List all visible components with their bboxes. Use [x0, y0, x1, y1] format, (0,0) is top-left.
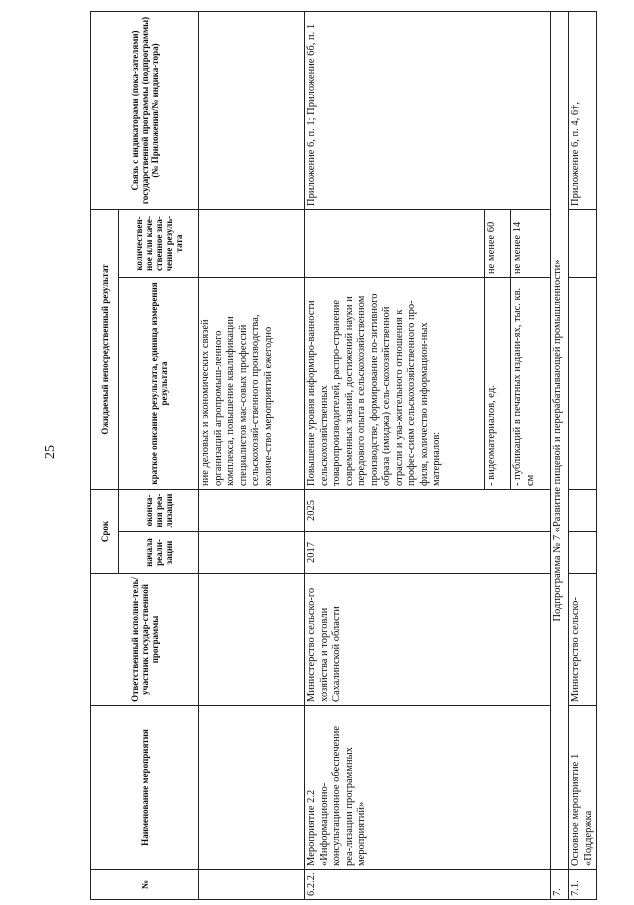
- r622-video-desc: - видеоматериалов, ед.: [485, 277, 511, 489]
- page-number: 25: [43, 445, 58, 459]
- cell-empty: [199, 706, 305, 870]
- measures-table: [90, 11, 597, 900]
- r71-name: Основное мероприятие 1 «Поддержка: [569, 706, 597, 870]
- header-name: Наименование мероприятия: [91, 706, 199, 870]
- cell-empty: [199, 574, 305, 706]
- r71-responsible: Министерство сельско-: [569, 574, 597, 706]
- row-continuation: [199, 11, 305, 899]
- header-responsible: Ответственный исполни-тель/ участник государ-ственной программы: [91, 574, 199, 706]
- header-num: №: [91, 870, 199, 900]
- r622-num: 6.2.2.: [305, 870, 551, 900]
- measures-table-rotated: [90, 12, 594, 900]
- r622-pub-desc: - публикаций в печатных издани-ях, тыс. кв. см: [511, 277, 551, 489]
- cell-empty: [199, 532, 305, 574]
- r622-video-qty: не менее 60: [485, 209, 511, 277]
- header-row-1: [91, 11, 119, 899]
- r622-responsible: Министерство сельско-го хозяйства и торговли Сахалинской области: [305, 574, 551, 706]
- sub7-title: Подпрограмма № 7 «Развитие пищевой и перерабатывающей промышленности»: [551, 11, 569, 869]
- r622-name: Мероприятие 2.2 «Информационно-консультационное обеспечение реа-лизации программных мероприятий»: [305, 706, 551, 870]
- r622-end: 2025: [305, 489, 551, 531]
- header-term-start: начала реали-зации: [119, 532, 199, 574]
- cell-empty: [569, 489, 597, 531]
- r71-link: Приложение 6, п. 4, 6†,: [569, 11, 597, 209]
- row-7-1: [569, 11, 597, 899]
- cell-empty: [569, 277, 597, 489]
- header-term-end: оконча-ния реа-лизации: [119, 489, 199, 531]
- header-expected-desc: краткое описание результата, единица измерения результата: [119, 277, 199, 489]
- cell-empty: [569, 532, 597, 574]
- r622-start: 2017: [305, 532, 551, 574]
- header-expected-qty: количествен-ное или каче-ственное зна-чение резуль-тата: [119, 209, 199, 277]
- cont-desc: ние деловых и экономических связей организаций агропромыш-ленного комплекса, повышение квалификации специалистов мас-совых профессий сельскохозяй-ственного производства, количе-ство мероприятий ежегодно: [199, 277, 305, 489]
- r622-qty: [305, 209, 485, 277]
- r71-num: 7.1.: [569, 870, 597, 900]
- cell-empty: [199, 870, 305, 900]
- row-subprogram-7: [551, 11, 569, 899]
- cell-empty: [569, 209, 597, 277]
- cell-empty: [199, 489, 305, 531]
- r622-pub-qty: не менее 14: [511, 209, 551, 277]
- header-expected: Ожидаемый непосредственный результат: [91, 209, 119, 489]
- sub7-num: 7.: [551, 870, 569, 900]
- row-6-2-2: [305, 11, 485, 899]
- cell-empty: [199, 209, 305, 277]
- cell-empty: [199, 11, 305, 209]
- r622-link: Приложение 6, п. 1; Приложение 6б, п. 1: [305, 11, 551, 209]
- r622-desc: Повышение уровня информиро-ванности сельскохозяйственных товаропроизводителей, распро-странение современных знаний, достижений науки и передового опыта в сельскохозяйственном производстве, формирование по-зитивного образа (имиджа) сель-скохозяйственной отрасли и ува-жительного отношения к профес-сиям сельскохозяйственного про-филя, количество информацион-ных материалов:: [305, 277, 485, 489]
- header-link: Связь с индикаторами (пока-зателями) государственной программы (подпрограммы) (№ Приложения/№ индика-тора): [91, 11, 199, 209]
- header-term: Срок: [91, 489, 119, 573]
